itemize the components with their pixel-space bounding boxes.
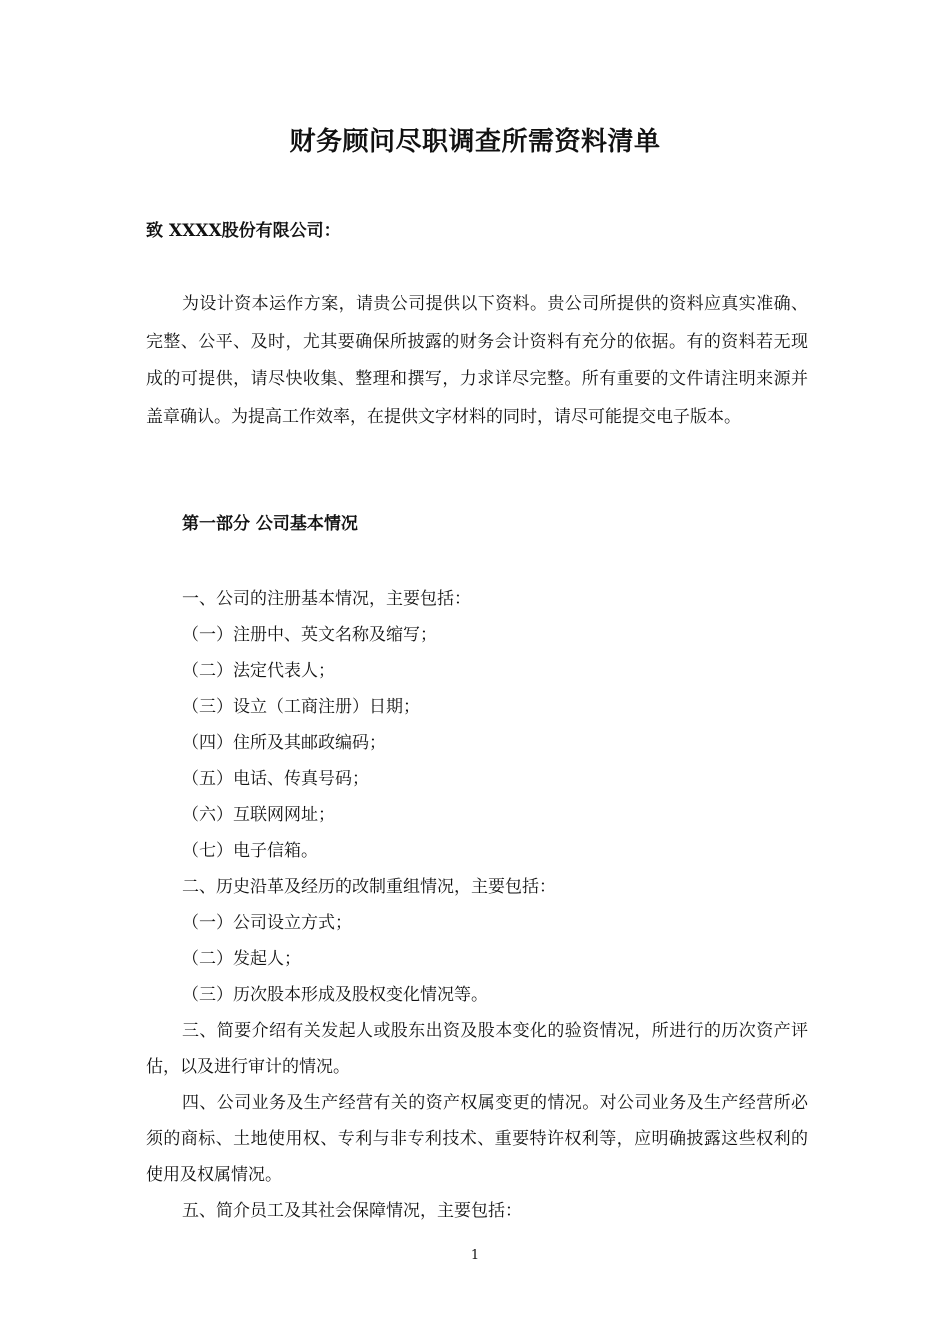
list-item: （七）电子信箱。 (182, 841, 318, 861)
list-item: （一）公司设立方式； (182, 913, 352, 933)
list-item: 一、公司的注册基本情况，主要包括： (182, 589, 471, 609)
document-title: 财务顾问尽职调查所需资料清单 (289, 127, 661, 157)
addressee-line: 致 XXXX股份有限公司： (146, 221, 341, 241)
list-item: （三）设立（工商注册）日期； (182, 697, 420, 717)
list-item: 五、简介员工及其社会保障情况，主要包括： (182, 1201, 522, 1221)
list-item: （二）发起人； (182, 949, 301, 969)
list-item: （六）互联网网址； (182, 805, 335, 825)
intro-paragraph: 为设计资本运作方案，请贵公司提供以下资料。贵公司所提供的资料应真实准确、完整、公平、及时，尤其要确保所披露的财务会计资料有充分的依据。有的资料若无现成的可提供，请尽快收集、整理和撰写，力求详尽完整。所有重要的文件请注明来源并盖章确认。为提高工作效率，在提供文字材料的同时，请尽可能提交电子版本。 (146, 294, 808, 427)
page-number: 1 (470, 1248, 480, 1263)
requirements-list (146, 581, 808, 1229)
section-heading: 第一部分 公司基本情况 (182, 514, 358, 534)
list-item: 四、公司业务及生产经营有关的资产权属变更的情况。对公司业务及生产经营所必须的商标、土地使用权、专利与非专利技术、重要特许权利等，应明确披露这些权利的使用及权属情况。 (146, 1093, 808, 1185)
list-item: （三）历次股本形成及股权变化情况等。 (182, 985, 488, 1005)
list-item: 二、历史沿革及经历的改制重组情况，主要包括： (182, 877, 556, 897)
list-item: （二）法定代表人； (182, 661, 335, 681)
list-item: （一）注册中、英文名称及缩写； (182, 625, 437, 645)
list-item: （五）电话、传真号码； (182, 769, 369, 789)
list-item: 三、简要介绍有关发起人或股东出资及股本变化的验资情况，所进行的历次资产评估，以及进行审计的情况。 (146, 1021, 808, 1077)
list-item: （四）住所及其邮政编码； (182, 733, 386, 753)
